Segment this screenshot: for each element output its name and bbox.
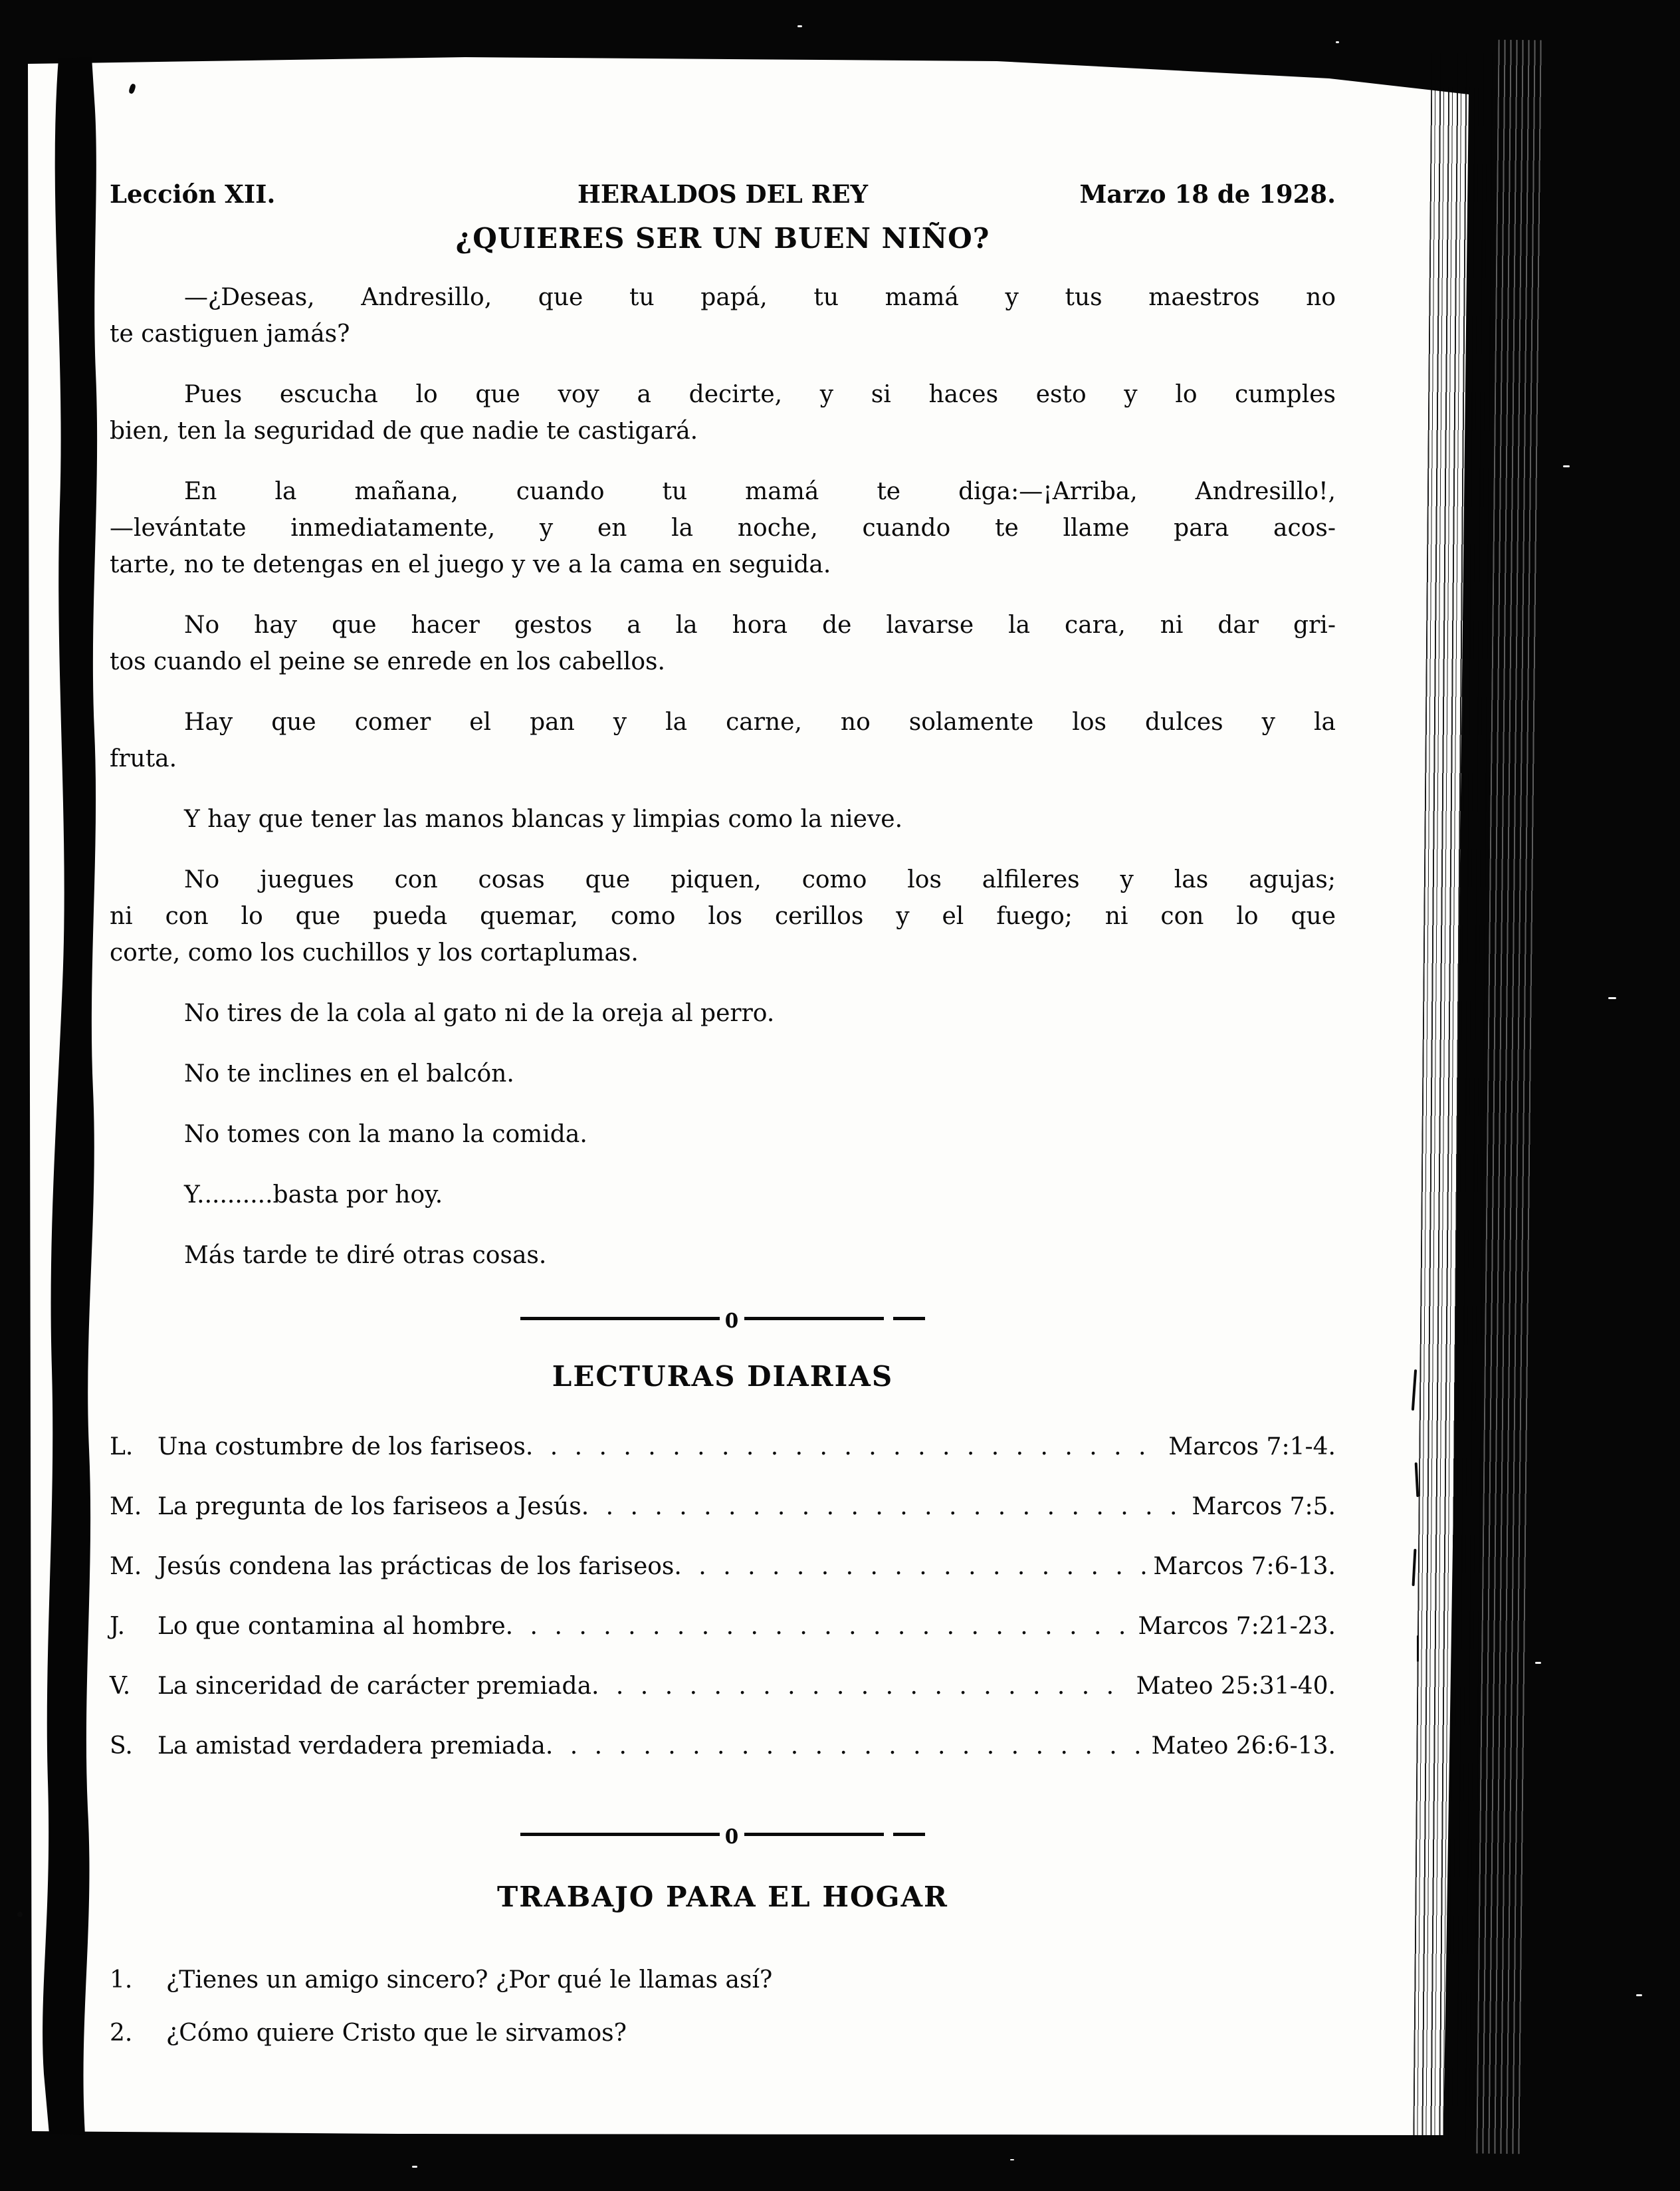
reading-title: Jesús condena las prácticas de los fariseos [158, 1553, 675, 1580]
paragraph [110, 1177, 1336, 1213]
dot-leader [546, 1716, 1148, 1776]
paragraph [110, 1116, 1336, 1153]
paragraph-line: bien, ten la seguridad de que nadie te castigará. [110, 417, 698, 445]
divider-ornament-o: o [725, 1817, 739, 1850]
paragraph [110, 801, 1336, 838]
reading-reference: Marcos 7:1-4. [1168, 1433, 1336, 1460]
paragraph-line: No juegues con cosas que piquen, como los alfileres y las agujas; [184, 866, 1336, 893]
homework-text: ¿Tienes un amigo sincero? ¿Por qué le llamas así? [166, 1966, 773, 1994]
publication-title: HERALDOS DEL REY [577, 179, 869, 209]
section-divider [110, 1817, 1336, 1850]
reading-row [110, 1537, 1336, 1597]
paragraph-line: Hay que comer el pan y la carne, no solamente los dulces y la [184, 709, 1336, 736]
paragraph-line: ni con lo que pueda quemar, como los cerillos y el fuego; ni con lo que [110, 903, 1336, 930]
homework-row [110, 2007, 1336, 2060]
paragraph [110, 279, 1336, 352]
reading-row [110, 1597, 1336, 1657]
reading-title: La amistad verdadera premiada [158, 1732, 546, 1760]
reading-day: L. [110, 1433, 134, 1460]
paragraph [110, 1237, 1336, 1274]
reading-day: M. [110, 1553, 142, 1580]
divider-rule [893, 1317, 925, 1320]
text-column [110, 0, 1336, 2060]
reading-row [110, 1417, 1336, 1477]
paragraph [110, 862, 1336, 971]
reading-row [110, 1657, 1336, 1716]
reading-reference: Mateo 26:6-13. [1151, 1732, 1336, 1760]
ink-speck [17, 1912, 23, 1917]
paragraph-line: En la mañana, cuando tu mamá te diga:—¡Arriba, Andresillo!, [184, 478, 1336, 505]
ink-speck [1417, 1635, 1419, 1662]
divider-rule [744, 1833, 884, 1836]
scan-noise [1636, 1994, 1642, 1996]
paragraph-line: Y..........basta por hoy. [184, 1181, 443, 1209]
page-date: Marzo 18 de 1928. [1079, 179, 1336, 209]
scan-noise [1535, 1662, 1541, 1664]
paragraph [110, 704, 1336, 777]
reading-reference: Mateo 25:31-40. [1136, 1672, 1336, 1700]
paragraph-line: tarte, no te detengas en el juego y ve a la cama en seguida. [110, 551, 831, 578]
dot-leader [674, 1537, 1149, 1597]
homework-row [110, 1954, 1336, 2007]
paragraph [110, 376, 1336, 449]
paragraph-line: —¿Deseas, Andresillo, que tu papá, tu mamá y tus maestros no [184, 284, 1336, 311]
dot-leader [526, 1417, 1164, 1477]
paragraph-line: fruta. [110, 745, 177, 772]
reading-day: J. [110, 1613, 126, 1640]
divider-rule [520, 1833, 720, 1836]
page-header [110, 178, 1336, 210]
reading-title: Lo que contamina al hombre [158, 1613, 506, 1640]
scan-noise [1608, 997, 1616, 999]
reading-reference: Marcos 7:6-13. [1153, 1553, 1336, 1580]
paragraph-line: Pues escucha lo que voy a decirte, y si haces esto y lo cumples [184, 381, 1336, 408]
paragraph [110, 607, 1336, 680]
dot-leader [591, 1657, 1132, 1716]
homework-heading: TRABAJO PARA EL HOGAR [497, 1881, 948, 1913]
scan-noise [412, 2166, 417, 2168]
lesson-title: ¿QUIERES SER UN BUEN NIÑO? [455, 222, 990, 255]
paragraph-line: No te inclines en el balcón. [184, 1060, 514, 1088]
paragraph-line: corte, como los cuchillos y los cortaplumas. [110, 939, 639, 967]
lesson-number-label: Lección XII. [110, 179, 276, 209]
dot-leader [581, 1477, 1188, 1537]
divider-rule [744, 1317, 884, 1320]
reading-title: La sinceridad de carácter premiada [158, 1672, 592, 1700]
reading-reference: Marcos 7:5. [1192, 1493, 1336, 1520]
section-divider [110, 1302, 1336, 1334]
scan-noise [1010, 2159, 1014, 2160]
paragraph [110, 473, 1336, 583]
divider-ornament-o: o [725, 1302, 739, 1334]
reading-row [110, 1477, 1336, 1537]
paragraph [110, 1056, 1336, 1092]
homework-list [110, 1954, 1336, 2060]
paragraph-line: —levántate inmediatamente, y en la noche, cuando te llame para acos- [110, 515, 1336, 542]
homework-text: ¿Cómo quiere Cristo que le sirvamos? [166, 2019, 627, 2047]
dot-leader [506, 1597, 1134, 1657]
paragraph-line: tos cuando el peine se enrede en los cabellos. [110, 648, 665, 675]
paragraph-line: No tires de la cola al gato ni de la oreja al perro. [184, 1000, 775, 1027]
homework-number: 2. [110, 2019, 133, 2047]
daily-readings-heading: LECTURAS DIARIAS [552, 1360, 894, 1393]
paragraph [110, 995, 1336, 1032]
divider-rule [893, 1833, 925, 1836]
reading-title: La pregunta de los fariseos a Jesús [158, 1493, 581, 1520]
paragraph-line: Más tarde te diré otras cosas. [184, 1242, 547, 1269]
paragraph-line: te castiguen jamás? [110, 320, 350, 348]
reading-day: V. [110, 1672, 131, 1700]
paragraph-line: No hay que hacer gestos a la hora de lavarse la cara, ni dar gri- [184, 612, 1336, 639]
paragraph-line: No tomes con la mano la comida. [184, 1121, 587, 1148]
paragraph-line: Y hay que tener las manos blancas y limpias como la nieve. [184, 806, 903, 833]
reading-reference: Marcos 7:21-23. [1138, 1613, 1336, 1640]
homework-number: 1. [110, 1966, 133, 1994]
scan-noise [1563, 465, 1570, 467]
scan-noise [1336, 41, 1339, 43]
reading-day: S. [110, 1732, 133, 1760]
divider-rule [520, 1317, 720, 1320]
reading-day: M. [110, 1493, 142, 1520]
reading-title: Una costumbre de los fariseos [158, 1433, 526, 1460]
reading-row [110, 1716, 1336, 1776]
daily-readings-list [110, 1417, 1336, 1776]
